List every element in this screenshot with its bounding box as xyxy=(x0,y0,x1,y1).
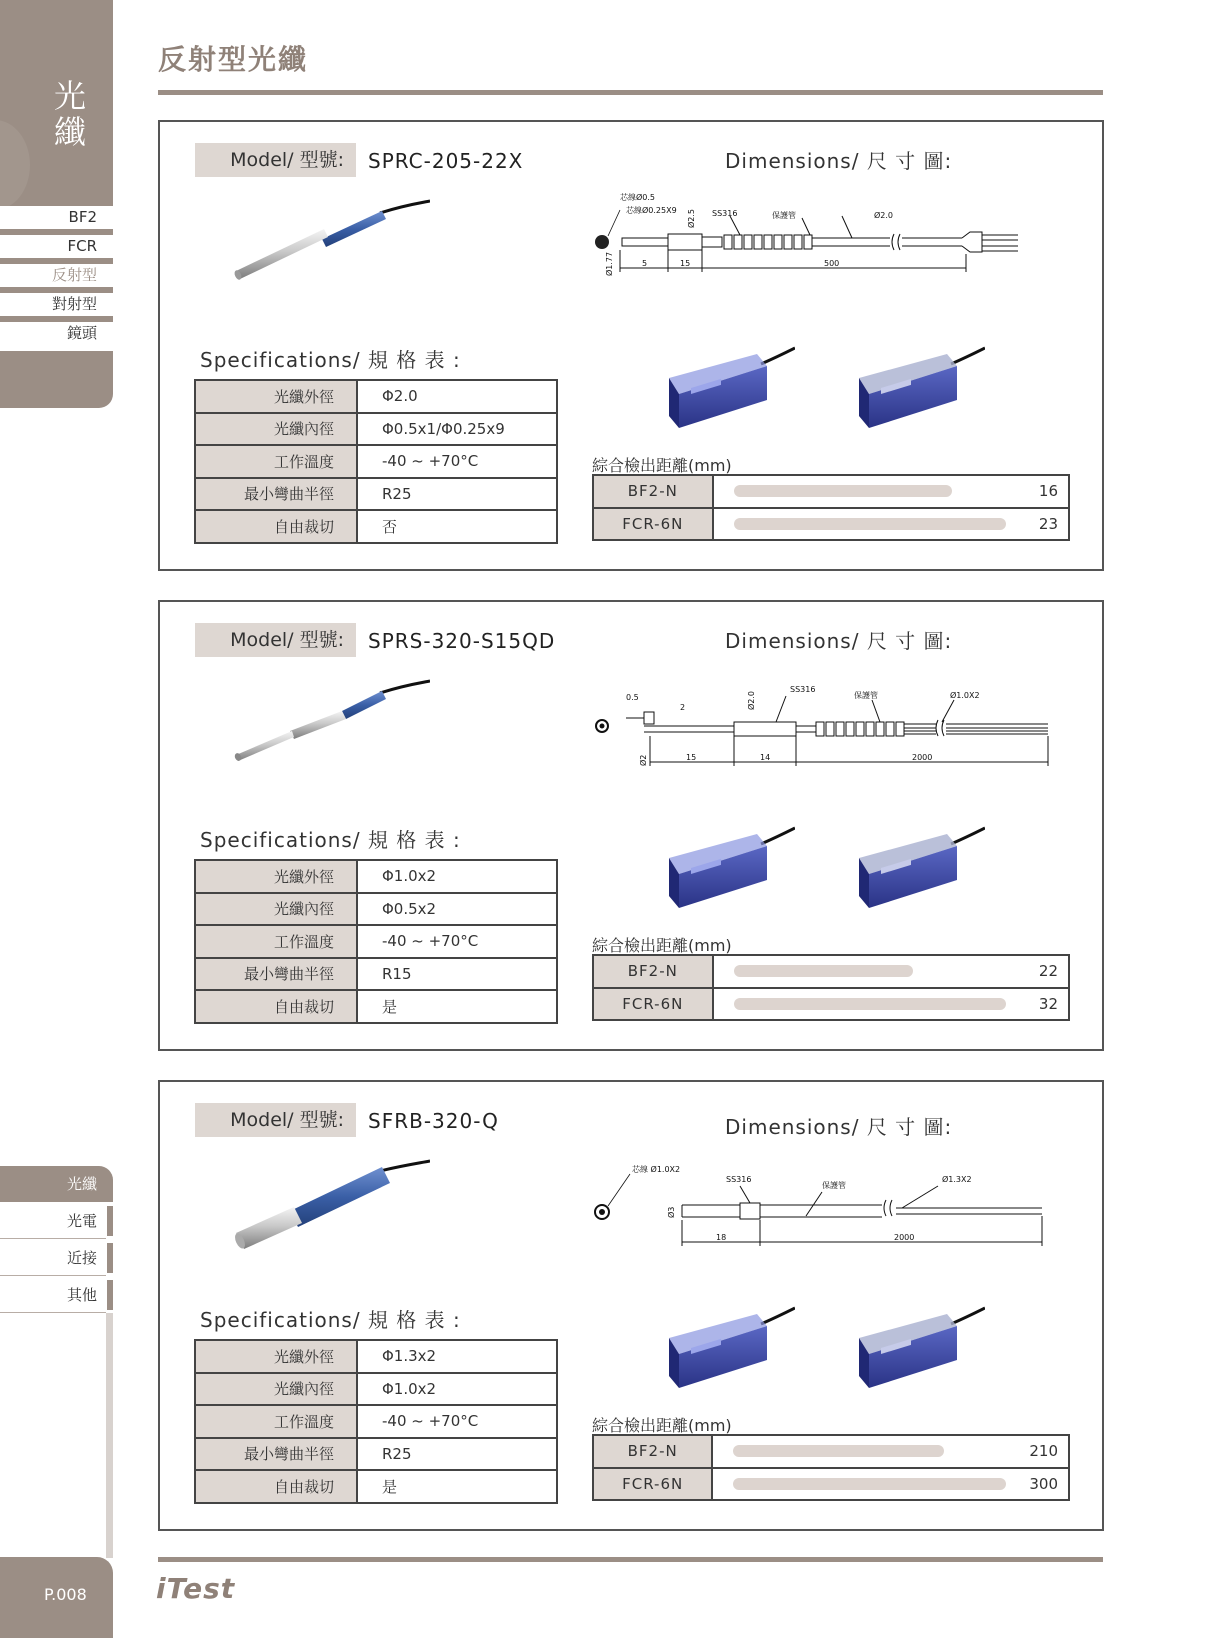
spec-table xyxy=(194,859,558,1024)
model-number: SFRB-320-Q xyxy=(368,1109,499,1133)
spec-value: -40 ~ +70°C xyxy=(357,445,557,478)
dim-material: SS316 xyxy=(712,209,738,218)
dim-length-1: 5 xyxy=(642,259,648,268)
spec-value: Φ2.0 xyxy=(357,380,557,413)
spec-key: 自由裁切 xyxy=(195,990,357,1023)
model-number: SPRS-320-S15QD xyxy=(368,629,556,653)
table-row xyxy=(195,958,557,991)
dim-tube: 保護管 xyxy=(822,1181,846,1190)
distance-bar-cell xyxy=(712,1468,1017,1501)
amplifier-image-bf2 xyxy=(665,344,795,434)
dim-length-3: 2000 xyxy=(912,753,933,762)
dimensions-label: Dimensions/ 尺 寸 圖: xyxy=(725,629,953,653)
product-panel-2 xyxy=(158,600,1104,1051)
dimensions-label: Dimensions/ 尺 寸 圖: xyxy=(725,1115,953,1139)
distance-value: 32 xyxy=(1038,994,1058,1013)
sidebar-title-char-2: 纖 xyxy=(53,113,86,151)
decorative-circle xyxy=(0,120,30,210)
table-row xyxy=(195,1438,557,1471)
spec-key: 最小彎曲半徑 xyxy=(195,958,357,991)
table-row xyxy=(195,380,557,413)
distance-bar-cell xyxy=(713,508,1018,541)
category-tab xyxy=(107,1206,113,1236)
table-row xyxy=(593,475,1069,508)
dim-head: Ø3 xyxy=(667,1206,676,1218)
model-label: Model/ 型號: xyxy=(195,143,356,177)
amplifier-image-bf2 xyxy=(665,824,795,914)
fiber-product-image xyxy=(230,197,430,287)
spec-key: 工作溫度 xyxy=(195,445,357,478)
distance-bar xyxy=(734,518,1007,530)
table-row xyxy=(195,1405,557,1438)
spec-value: -40 ~ +70°C xyxy=(357,1405,557,1438)
table-row xyxy=(593,988,1069,1021)
dim-cable: Ø1.3X2 xyxy=(942,1175,972,1184)
divider xyxy=(0,1275,106,1276)
spec-key: 光纖內徑 xyxy=(195,1373,357,1406)
spec-key: 光纖內徑 xyxy=(195,893,357,926)
dim-note-1: 0.5 xyxy=(626,693,639,702)
spec-table xyxy=(194,379,558,544)
distance-table xyxy=(592,474,1070,541)
sidebar-item-reflective[interactable]: 反射型 xyxy=(0,264,113,293)
brand-logo: iTest xyxy=(156,1572,236,1605)
dim-length-2: 14 xyxy=(760,753,771,762)
dim-head: Ø1.77 xyxy=(605,251,614,276)
model-number: SPRC-205-22X xyxy=(368,149,524,173)
table-row xyxy=(593,1468,1069,1501)
sidebar-title-char-1: 光 xyxy=(53,77,86,115)
table-row xyxy=(593,1435,1069,1468)
spec-value: R25 xyxy=(357,1438,557,1471)
dim-length-3: 2000 xyxy=(894,1233,915,1242)
category-fiber[interactable] xyxy=(0,1166,113,1202)
specifications-label: Specifications/ 規 格 表 : xyxy=(200,348,461,372)
spec-key: 自由裁切 xyxy=(195,510,357,543)
dim-tube: 保護管 xyxy=(854,691,878,700)
distance-bar xyxy=(734,998,1007,1010)
distance-bar xyxy=(734,485,953,497)
spec-key: 自由裁切 xyxy=(195,1470,357,1503)
amplifier-image-bf2 xyxy=(665,1304,795,1394)
distance-label: 綜合檢出距離(mm) xyxy=(592,936,732,955)
distance-bar-cell xyxy=(712,1435,1017,1468)
spec-value: Φ0.5x2 xyxy=(357,893,557,926)
sensor-name: BF2-N xyxy=(593,1435,712,1468)
category-proximity-label: 近接 xyxy=(66,1249,97,1267)
dim-note-1: 芯線 Ø1.0X2 xyxy=(632,1165,681,1174)
table-row xyxy=(195,1340,557,1373)
category-other[interactable] xyxy=(0,1277,113,1313)
sidebar-title xyxy=(45,78,95,150)
distance-bar xyxy=(734,965,913,977)
spec-value: -40 ~ +70°C xyxy=(357,925,557,958)
spec-value: R15 xyxy=(357,958,557,991)
product-panel-1 xyxy=(158,120,1104,571)
fiber-product-image xyxy=(230,677,430,767)
spec-value: Φ0.5x1/Φ0.25x9 xyxy=(357,413,557,446)
dim-cable: Ø2.0 xyxy=(874,211,894,220)
table-row xyxy=(593,508,1069,541)
spec-value: 是 xyxy=(382,1477,398,1496)
category-proximity[interactable] xyxy=(0,1240,113,1276)
category-tab xyxy=(107,1243,113,1273)
distance-label: 綜合檢出距離(mm) xyxy=(592,1416,732,1435)
model-label: Model/ 型號: xyxy=(195,623,356,657)
dimensions-label: Dimensions/ 尺 寸 圖: xyxy=(725,149,953,173)
distance-bar xyxy=(733,1445,943,1457)
spec-value: Φ1.0x2 xyxy=(357,860,557,893)
dimension-drawing xyxy=(590,670,1060,785)
distance-value: 300 xyxy=(1029,1474,1058,1493)
dim-diameter: Ø2.5 xyxy=(687,208,696,228)
table-row xyxy=(195,893,557,926)
sensor-name: FCR-6N xyxy=(593,988,713,1021)
distance-value: 23 xyxy=(1038,514,1058,533)
table-row xyxy=(195,413,557,446)
dimension-drawing xyxy=(590,1150,1060,1265)
spec-key: 光纖外徑 xyxy=(195,1340,357,1373)
specifications-label: Specifications/ 規 格 表 : xyxy=(200,1308,461,1332)
table-row xyxy=(195,1470,557,1503)
dim-material: SS316 xyxy=(726,1175,752,1184)
dim-material: SS316 xyxy=(790,685,816,694)
amplifier-image-fcr xyxy=(855,344,985,434)
dim-cable: Ø1.0X2 xyxy=(950,691,980,700)
divider xyxy=(0,1238,106,1239)
footer-rule xyxy=(158,1557,1103,1562)
dim-note-1: 芯線Ø0.5 xyxy=(620,193,656,202)
distance-table xyxy=(592,1434,1070,1501)
sensor-name: BF2-N xyxy=(593,955,713,988)
spec-key: 光纖內徑 xyxy=(195,413,357,446)
spec-value: 否 xyxy=(382,517,398,536)
specifications-label: Specifications/ 規 格 表 : xyxy=(200,828,461,852)
sensor-name: BF2-N xyxy=(593,475,713,508)
spec-value: Φ1.3x2 xyxy=(357,1340,557,1373)
spec-table xyxy=(194,1339,558,1504)
dim-head: Ø2 xyxy=(639,754,648,766)
spec-key: 工作溫度 xyxy=(195,1405,357,1438)
distance-bar-cell xyxy=(713,955,1018,988)
distance-value: 16 xyxy=(1018,475,1069,508)
sidebar-item-through-beam[interactable]: 對射型 xyxy=(0,293,113,322)
sidebar-strip xyxy=(106,1313,113,1558)
sidebar-item-fcr[interactable]: FCR xyxy=(0,235,113,264)
header-rule xyxy=(158,90,1103,95)
sidebar-subnav xyxy=(0,206,113,351)
spec-key: 工作溫度 xyxy=(195,925,357,958)
dim-note-2: 芯線Ø0.25X9 xyxy=(626,206,677,215)
dim-length-1: 15 xyxy=(686,753,697,762)
table-row xyxy=(195,445,557,478)
distance-label: 綜合檢出距離(mm) xyxy=(592,456,732,475)
sidebar-item-lens[interactable]: 鏡頭 xyxy=(0,322,113,351)
spec-key: 光纖外徑 xyxy=(195,860,357,893)
amplifier-image-fcr xyxy=(855,1304,985,1394)
distance-bar-cell xyxy=(713,988,1018,1021)
spec-key: 最小彎曲半徑 xyxy=(195,1438,357,1471)
distance-bar-cell xyxy=(713,475,1018,508)
dim-tube: 保護管 xyxy=(772,211,796,220)
distance-table xyxy=(592,954,1070,1021)
dim-length-1: 18 xyxy=(716,1233,727,1242)
table-row xyxy=(593,955,1069,988)
dim-note-2: 2 xyxy=(680,703,686,712)
sensor-name: FCR-6N xyxy=(593,508,713,541)
spec-value: 是 xyxy=(382,997,398,1016)
spec-value: Φ1.0x2 xyxy=(357,1373,557,1406)
dimension-drawing xyxy=(590,190,1060,305)
fiber-product-image xyxy=(230,1157,430,1257)
table-row xyxy=(195,860,557,893)
divider xyxy=(0,1312,106,1313)
category-photoelectric-label: 光電 xyxy=(66,1212,97,1230)
category-fiber-label: 光纖 xyxy=(66,1175,97,1193)
table-row xyxy=(195,1373,557,1406)
product-panel-3 xyxy=(158,1080,1104,1531)
category-tab xyxy=(107,1280,113,1310)
spec-key: 最小彎曲半徑 xyxy=(195,478,357,511)
table-row xyxy=(195,990,557,1023)
page-number: P.008 xyxy=(0,1557,113,1638)
dim-length-3: 500 xyxy=(824,259,840,268)
sensor-name: FCR-6N xyxy=(593,1468,712,1501)
category-other-label: 其他 xyxy=(66,1286,97,1304)
dim-diameter: Ø2.0 xyxy=(747,690,756,710)
category-photoelectric[interactable] xyxy=(0,1203,113,1239)
distance-value: 210 xyxy=(1017,1435,1069,1468)
table-row xyxy=(195,925,557,958)
spec-value: R25 xyxy=(357,478,557,511)
sidebar-item-bf2[interactable]: BF2 xyxy=(0,206,113,235)
page-title: 反射型光纖 xyxy=(158,43,309,76)
model-label: Model/ 型號: xyxy=(195,1103,356,1137)
distance-value: 22 xyxy=(1018,955,1069,988)
amplifier-image-fcr xyxy=(855,824,985,914)
distance-bar xyxy=(733,1478,1006,1490)
spec-key: 光纖外徑 xyxy=(195,380,357,413)
table-row xyxy=(195,510,557,543)
table-row xyxy=(195,478,557,511)
dim-length-2: 15 xyxy=(680,259,691,268)
